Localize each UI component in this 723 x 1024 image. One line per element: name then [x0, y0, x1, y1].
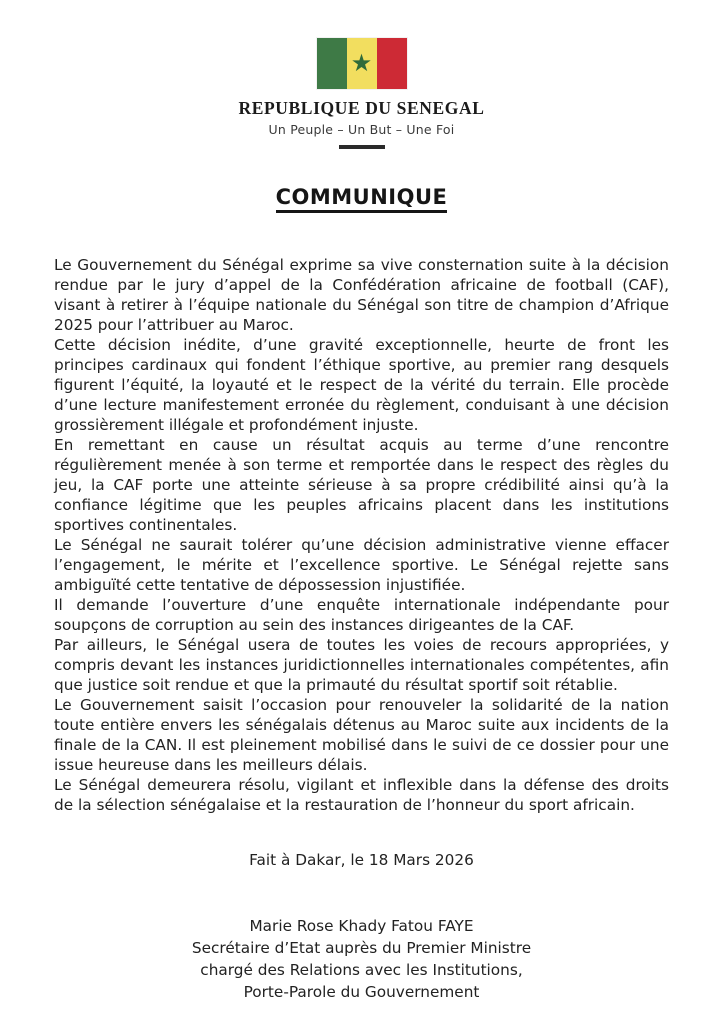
communique-paragraph: Le Sénégal ne saurait tolérer qu’une décision administrative vienne effacer l’engagement, le mérite et l’excellence sportive. Le Sénégal rejette sans ambiguïté cette tentative de dépossession injustifiée.: [54, 536, 669, 594]
flag-red-stripe: [377, 38, 407, 89]
signatory-title-3: Porte-Parole du Gouvernement: [243, 983, 480, 1001]
communique-body: [0, 255, 723, 815]
date-line: Fait à Dakar, le 18 Mars 2026: [249, 851, 474, 869]
communique-paragraph: Cette décision inédite, d’une gravité exceptionnelle, heurte de front les principes cardinaux qui fondent l’éthique sportive, au premier rang desquels figurent l’équité, la loyauté et le respect de la vérité du terrain. Elle procède d’une lecture manifestement erronée du règlement, conduisant à une décision grossièrement illégale et profondément injuste.: [54, 336, 669, 434]
senegal-flag-icon: [317, 38, 407, 89]
flag-yellow-stripe: [347, 38, 377, 89]
star-icon: ★: [350, 48, 373, 77]
header-divider: [339, 145, 385, 149]
flag-green-stripe: [317, 38, 347, 89]
signatory-title-2: chargé des Relations avec les Institutions,: [200, 961, 523, 979]
signature-block: [0, 915, 723, 1003]
signatory-name: Marie Rose Khady Fatou FAYE: [249, 917, 474, 935]
page-title: COMMUNIQUE: [276, 185, 448, 213]
communique-paragraph: Il demande l’ouverture d’une enquête internationale indépendante pour soupçons de corruption au sein des instances dirigeantes de la CAF.: [54, 596, 669, 634]
signatory-title-1: Secrétaire d’Etat auprès du Premier Ministre: [191, 939, 532, 957]
communique-paragraph: Par ailleurs, le Sénégal usera de toutes les voies de recours appropriées, y compris devant les instances juridictionnelles internationales compétentes, afin que justice soit rendue et que la primauté du résultat sportif soit rétablie.: [54, 636, 669, 694]
document-header: [0, 38, 723, 149]
communique-paragraph: Le Sénégal demeurera résolu, vigilant et inflexible dans la défense des droits de la sélection sénégalaise et la restauration de l’honneur du sport africain.: [54, 776, 669, 814]
country-name: REPUBLIQUE DU SENEGAL: [238, 98, 485, 118]
national-motto: Un Peuple – Un But – Une Foi: [268, 122, 455, 137]
communique-paragraph: En remettant en cause un résultat acquis au terme d’une rencontre régulièrement menée à son terme et remportée dans le respect des règles du jeu, la CAF porte une atteinte sérieuse à sa propre crédibilité ainsi qu’à la confiance légitime que les peuples africains placent dans les institutions sportives continentales.: [54, 436, 669, 534]
communique-paragraph: Le Gouvernement du Sénégal exprime sa vive consternation suite à la décision rendue par le jury d’appel de la Confédération africaine de football (CAF), visant à retirer à l’équipe nationale du Sénégal son titre de champion d’Afrique 2025 pour l’attribuer au Maroc.: [54, 256, 669, 334]
communique-paragraph: Le Gouvernement saisit l’occasion pour renouveler la solidarité de la nation toute entière envers les sénégalais détenus au Maroc suite aux incidents de la finale de la CAN. Il est pleinement mobilisé dans le suivi de ce dossier pour une issue heureuse dans les meilleurs délais.: [54, 696, 669, 774]
